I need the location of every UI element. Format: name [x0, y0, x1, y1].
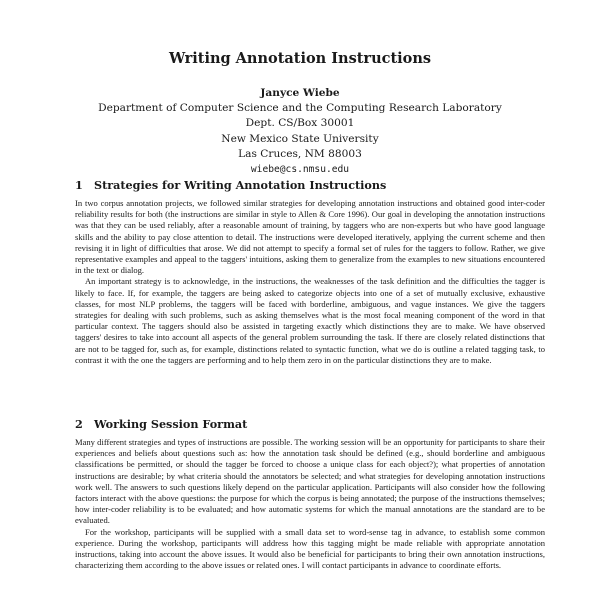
section-heading-2 [75, 417, 535, 431]
author-name: Janyce Wiebe [260, 87, 340, 99]
author-city: Las Cruces, NM 88003 [238, 147, 362, 160]
author-university: New Mexico State University [221, 132, 379, 145]
paragraph: An important strategy is to acknowledge, in the instructions, the weaknesses of the task definition and the difficulties the tagger is likely to face. If, for example, the taggers are being asked to categorize objects into one of a set of mutually exclusive, exhaustive classes, for most NLP problems, the taggers will be faced with borderline, ambiguous, and vague instances. We give the taggers strategies for dealing with such problems, such as asking themselves what is the most focal meaning component of the word in that particular context. The taggers should also be assisted in targeting exactly which distinctions they are to make. We have observed taggers' desires to take into account all aspects of the general problem surrounding the task. If there are closely related distinctions that are not to be tagged for, such as, for example, distinctions related to syntactic function, what we do is outline a related tagging task, to contrast it with the one the taggers are performing and to help them zero in on the particular distinctions they are to make. [75, 276, 545, 365]
author-dept: Dept. CS/Box 30001 [245, 117, 355, 130]
author-email: wiebe@cs.nmsu.edu [250, 164, 350, 176]
paper-title: Writing Annotation Instructions [168, 50, 432, 67]
paragraph: Many different strategies and types of instructions are possible. The working session will be an opportunity for participants to share their experiences and beliefs about questions such as: how the annotation task should be defined (e.g., should borderline and ambiguous classifications be permitted, or should the tagger be forced to choose a unique class for each object?); what properties of annotation instructions are desirable; by what criteria should the annotators be selected; and what strategies for developing annotation instructions work well. The answers to such questions likely depend on the particular application. Participants will also consider how the following factors interact with the above questions: the purpose for which the corpus is being annotated; the purpose of the instructions themselves; how inter-coder reliability is to be evaluated; and how automatic systems for which the manual annotations are the standard are to be evaluated. [75, 437, 545, 526]
paragraph: In two corpus annotation projects, we followed similar strategies for developing annotation instructions and obtained good inter-coder reliability results for both (the instructions are similar in style to Allen & Core 1996). Our goal in developing the annotation instructions was that they can be used reliably, after a reasonable amount of training, by taggers who are non-experts but who have good language skills and the ability to pay close attention to detail. The instructions were developed iteratively, applying the current scheme and then revising it in light of difficulties that arose. We did not attempt to specify a formal set of rules for the taggers to follow. Rather, we give representative examples and appeal to the taggers' intuitions, asking them to generalize from the examples to new situations encountered in the text or dialog. [75, 198, 545, 276]
section-number: 1 [75, 178, 83, 192]
author-block [0, 86, 600, 177]
section-title: Strategies for Writing Annotation Instructions [94, 178, 387, 192]
section-title: Working Session Format [94, 417, 248, 431]
section-2-body [75, 437, 545, 571]
paragraph: For the workshop, participants will be supplied with a small data set to word-sense tag in advance, to establish some common experience. During the workshop, participants will address how this tagging might be made reliable with appropriate annotation instructions, taking into account the above issues. It would also be beneficial for participants to bring their own annotation instructions, characterizing them according to the above issues or related ones. I will contact participants in advance to coordinate efforts. [75, 526, 545, 571]
section-heading-1 [75, 178, 535, 192]
section-number: 2 [75, 417, 83, 431]
author-affiliation: Department of Computer Science and the Computing Research Laboratory [98, 102, 502, 115]
section-1-body [75, 198, 545, 366]
